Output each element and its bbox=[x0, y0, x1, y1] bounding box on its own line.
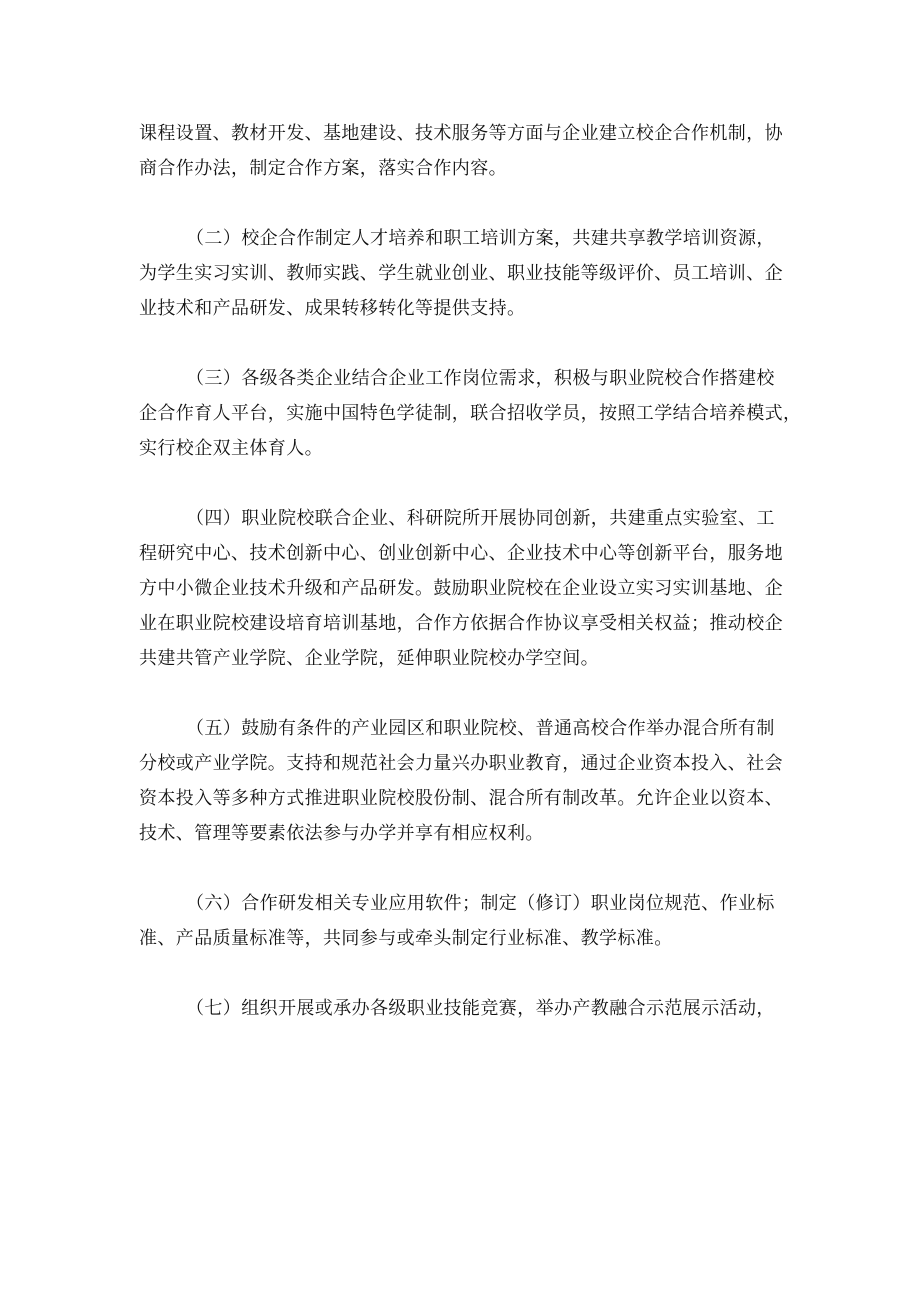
paragraph-continuation bbox=[139, 116, 789, 186]
text-line: 课程设置、教材开发、基地建设、技术服务等方面与企业建立校企合作机制，协 bbox=[139, 123, 783, 144]
text-line: 资本投入等多种方式推进职业院校股份制、混合所有制改革。允许企业以资本、 bbox=[139, 788, 783, 809]
text-line: 企合作育人平台，实施中国特色学徒制，联合招收学员，按照工学结合培养模式， bbox=[139, 403, 802, 424]
paragraph-item-4 bbox=[139, 501, 789, 676]
text-line: 业技术和产品研发、成果转移转化等提供支持。 bbox=[139, 298, 526, 319]
paragraph-item-6 bbox=[139, 886, 789, 956]
text-line: 准、产品质量标准等，共同参与或牵头制定行业标准、教学标准。 bbox=[139, 928, 673, 949]
text-line: 业在职业院校建设培育培训基地，合作方依据合作协议享受相关权益；推动校企 bbox=[139, 613, 783, 634]
text-line: （六）合作研发相关专业应用软件；制定（修订）职业岗位规范、作业标 bbox=[186, 893, 775, 914]
text-line: 技术、管理等要素依法参与办学并享有相应权利。 bbox=[139, 823, 544, 844]
text-line: 分校或产业学院。支持和规范社会力量兴办职业教育，通过企业资本投入、社会 bbox=[139, 753, 783, 774]
paragraph-item-3 bbox=[139, 361, 802, 466]
text-line: 实行校企双主体育人。 bbox=[139, 438, 323, 459]
text-line: 为学生实习实训、教师实践、学生就业创业、职业技能等级评价、员工培训、企 bbox=[139, 263, 783, 284]
text-line: 程研究中心、技术创新中心、创业创新中心、企业技术中心等创新平台，服务地 bbox=[139, 543, 783, 564]
text-line: （四）职业院校联合企业、科研院所开展协同创新，共建重点实验室、工 bbox=[186, 508, 775, 529]
text-line: 共建共管产业学院、企业学院，延伸职业院校办学空间。 bbox=[139, 648, 599, 669]
paragraph-item-7 bbox=[139, 991, 789, 1026]
text-line: （二）校企合作制定人才培养和职工培训方案，共建共享教学培训资源， bbox=[186, 228, 775, 249]
text-line: 商合作办法，制定合作方案，落实合作内容。 bbox=[139, 158, 507, 179]
paragraph-item-5 bbox=[139, 711, 789, 851]
text-line: （三）各级各类企业结合企业工作岗位需求，积极与职业院校合作搭建校 bbox=[186, 368, 775, 389]
text-line: 方中小微企业技术升级和产品研发。鼓励职业院校在企业设立实习实训基地、企 bbox=[139, 578, 783, 599]
document-body bbox=[139, 116, 802, 1061]
paragraph-item-2 bbox=[139, 221, 789, 326]
text-line: （五）鼓励有条件的产业园区和职业院校、普通高校合作举办混合所有制 bbox=[186, 718, 775, 739]
text-line: （七）组织开展或承办各级职业技能竞赛，举办产教融合示范展示活动， bbox=[186, 998, 775, 1019]
